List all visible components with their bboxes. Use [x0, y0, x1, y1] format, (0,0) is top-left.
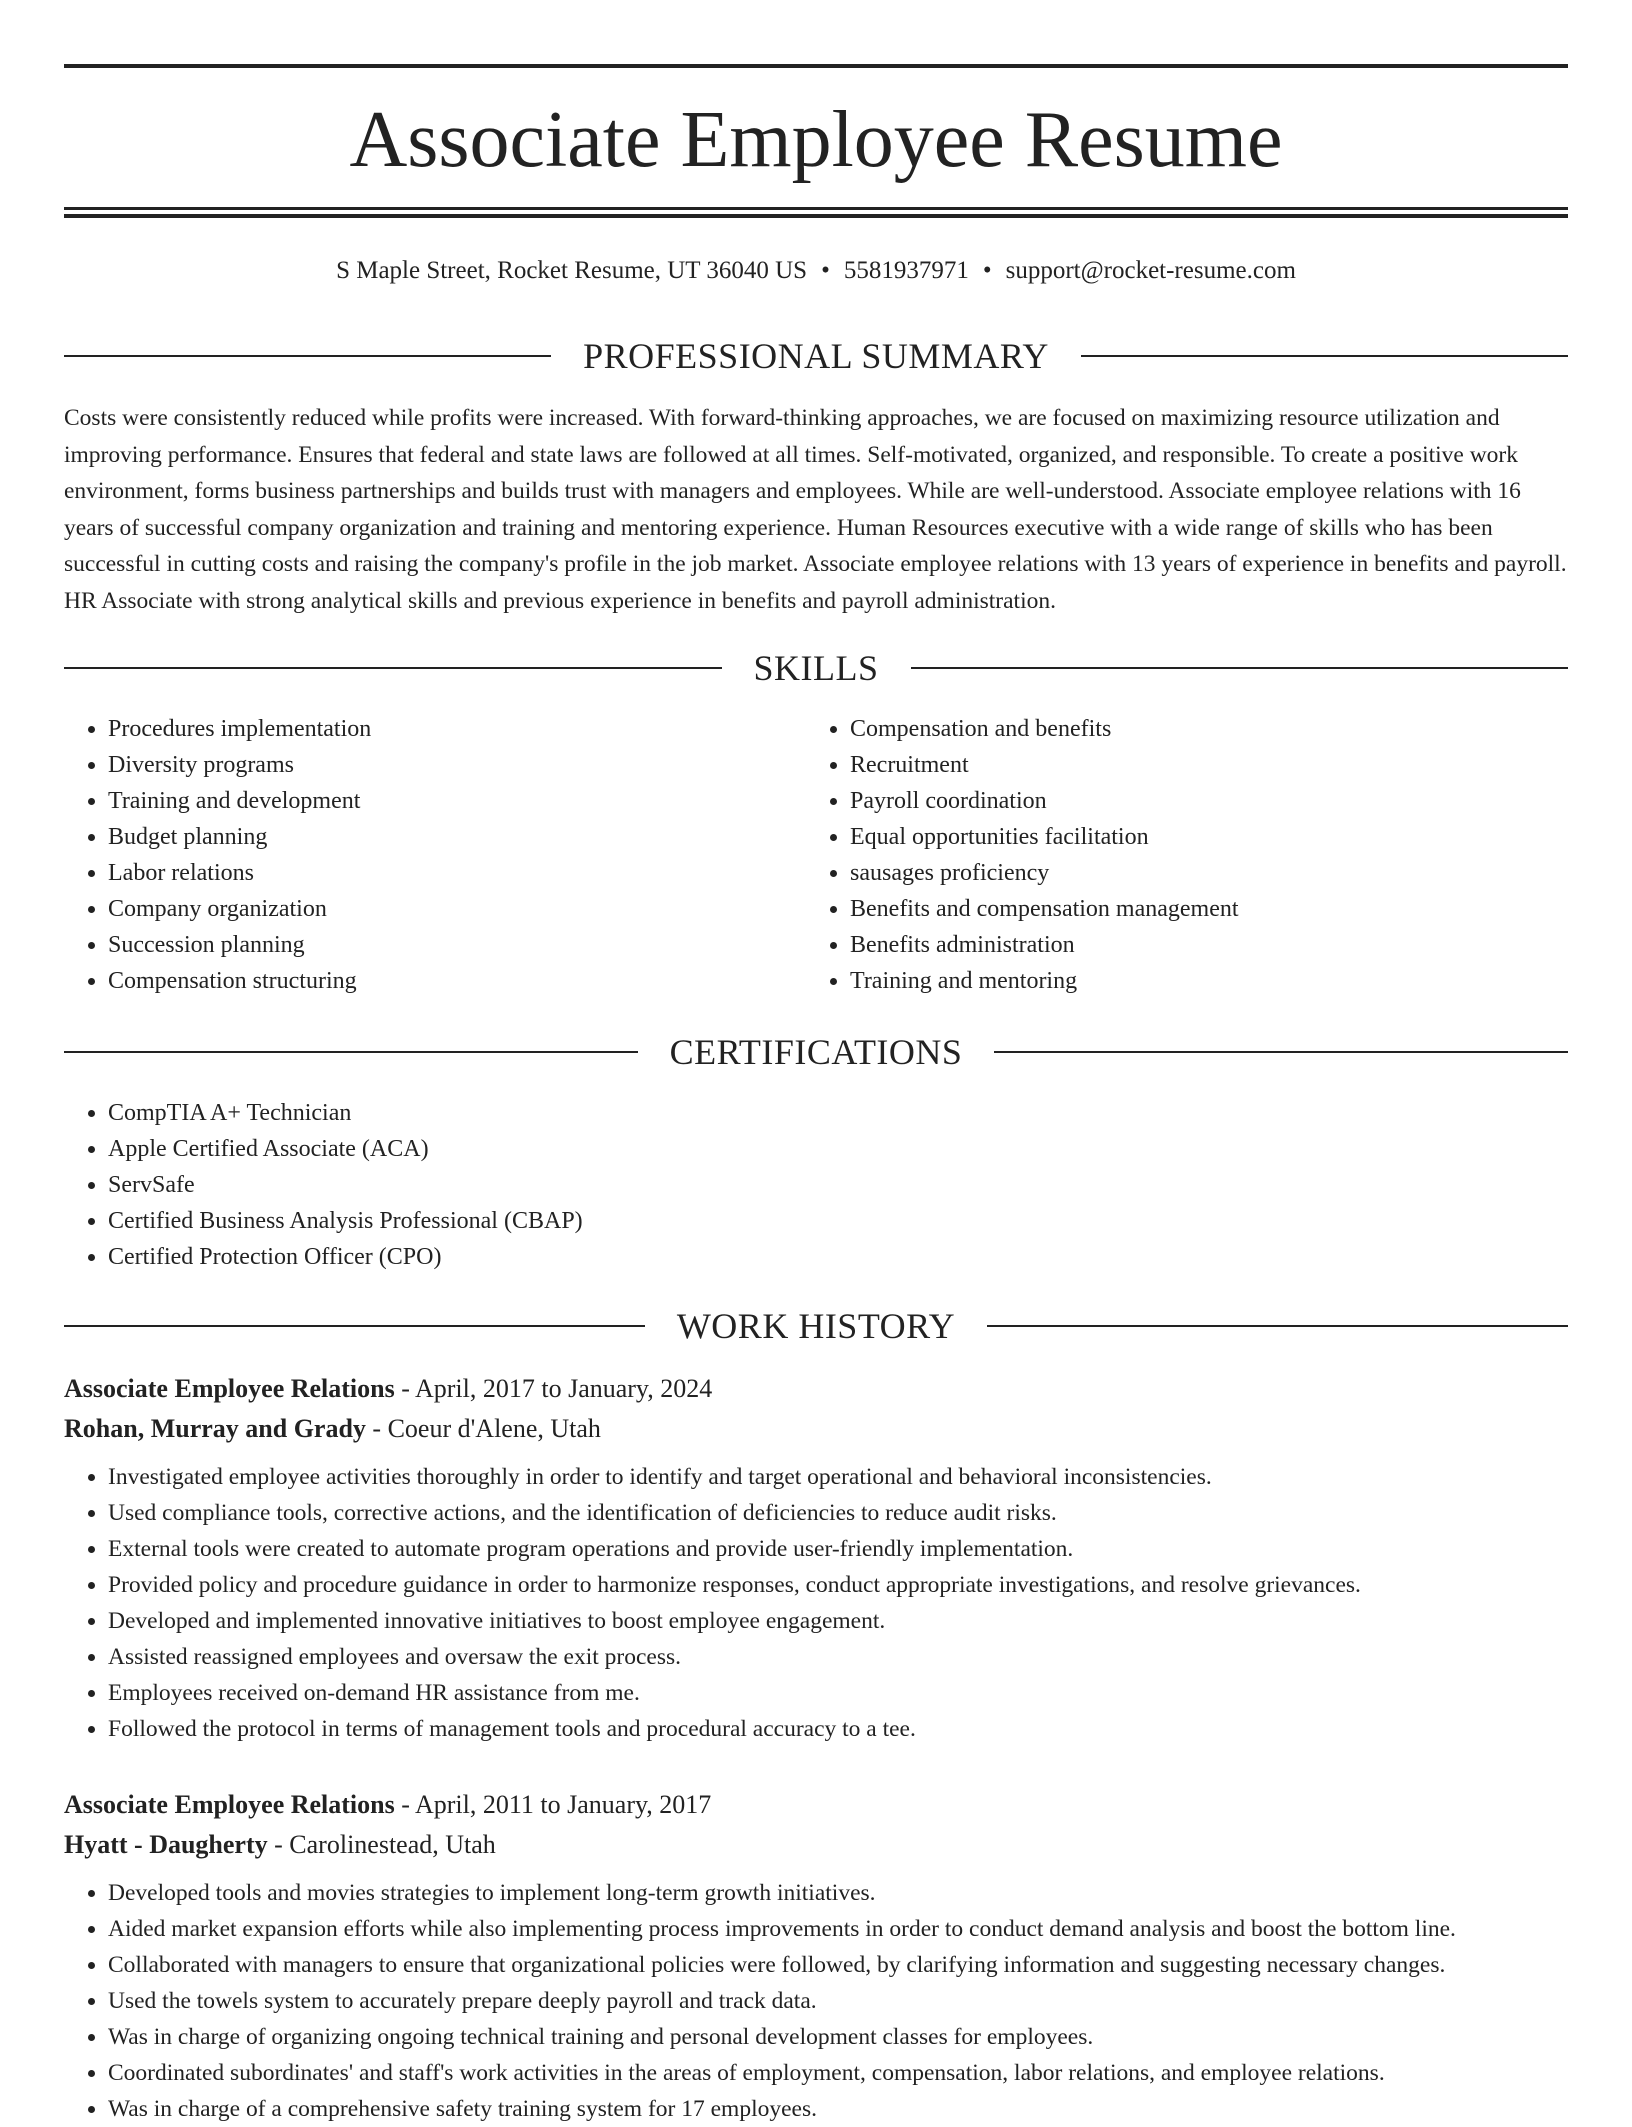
job-duty: • Was in charge of organizing ongoing technical training and personal development classes for employees.: [108, 2019, 1568, 2055]
skills-list-left: [64, 711, 804, 999]
job-dates: - April, 2011 to January, 2017: [394, 1790, 712, 1819]
contact-separator: •: [982, 257, 992, 284]
job-duty: • Aided market expansion efforts while also implementing process improvements in order to conduct demand analysis and boost the bottom line.: [108, 1911, 1568, 1947]
skill-item: • Benefits administration: [850, 927, 1546, 963]
contact-line: [64, 254, 1568, 288]
job-duty: • Employees received on-demand HR assistance from me.: [108, 1675, 1568, 1711]
job-dates: - April, 2017 to January, 2024: [394, 1374, 713, 1403]
job-duty: • Used the towels system to accurately prepare deeply payroll and track data.: [108, 1983, 1568, 2019]
heading-rule-right: [1081, 355, 1568, 357]
job-duty: • Assisted reassigned employees and oversaw the exit process.: [108, 1639, 1568, 1675]
job-location: - Carolinestead, Utah: [267, 1830, 496, 1859]
skill-item: • Compensation and benefits: [850, 711, 1546, 747]
job-entry: [64, 1369, 1568, 1747]
skill-item: • Payroll coordination: [850, 783, 1546, 819]
job-company: Rohan, Murray and Grady: [64, 1414, 366, 1443]
skill-item: • Equal opportunities facilitation: [850, 819, 1546, 855]
job-duty: • Provided policy and procedure guidance in order to harmonize responses, conduct appropriate investigations, and resolve grievances.: [108, 1567, 1568, 1603]
contact-separator: •: [821, 257, 830, 284]
job-duty: • Investigated employee activities thoroughly in order to identify and target operational and behavioral inconsistencies.: [108, 1459, 1568, 1495]
job-duty: • Collaborated with managers to ensure that organizational policies were followed, by clarifying information and suggesting necessary changes.: [108, 1947, 1568, 1983]
skill-item: • Succession planning: [108, 927, 804, 963]
job-company-line: [64, 1825, 1568, 1865]
contact-address: S Maple Street, Rocket Resume, UT 36040 US: [336, 257, 808, 284]
section-title: WORK HISTORY: [676, 1306, 956, 1346]
job-duties-list: [64, 1459, 1568, 1747]
section-title: CERTIFICATIONS: [669, 1032, 963, 1072]
header-top-rule: [64, 64, 1568, 68]
heading-rule-left: [64, 355, 551, 357]
skill-item: • Training and development: [108, 783, 804, 819]
skills-column-left: [64, 711, 804, 999]
section-title: SKILLS: [753, 648, 879, 688]
heading-rule-right: [987, 1325, 1568, 1327]
certification-item: • Certified Business Analysis Professional (CBAP): [108, 1203, 1568, 1239]
heading-rule-right: [994, 1051, 1568, 1053]
job-duty: • External tools were created to automate program operations and provide user-friendly implementation.: [108, 1531, 1568, 1567]
heading-rule-left: [64, 1051, 638, 1053]
job-entry: [64, 1785, 1568, 2127]
job-duty: • Used compliance tools, corrective actions, and the identification of deficiencies to reduce audit risks.: [108, 1495, 1568, 1531]
skill-item: • Benefits and compensation management: [850, 891, 1546, 927]
summary-text: Costs were consistently reduced while profits were increased. With forward-thinking approaches, we are focused on maximizing resource utilization and improving performance. Ensures that federal and state laws are followed at all times. Self-motivated, organized, and responsible. To create a positive work environment, forms business partnerships and builds trust with managers and employees. While are well-understood. Associate employee relations with 16 years of successful company organization and training and mentoring experience. Human Resources executive with a wide range of skills who has been successful in cutting costs and raising the company's profile in the job market. Associate employee relations with 13 years of experience in benefits and payroll. HR Associate with strong analytical skills and previous experience in benefits and payroll administration.: [64, 405, 1567, 614]
certification-item: • Apple Certified Associate (ACA): [108, 1131, 1568, 1167]
skill-item: • Compensation structuring: [108, 963, 804, 999]
job-company: Hyatt - Daugherty: [64, 1830, 268, 1859]
job-duty: • Developed and implemented innovative initiatives to boost employee engagement.: [108, 1603, 1568, 1639]
job-title: Associate Employee Relations: [64, 1790, 395, 1819]
job-title-line: [64, 1785, 1568, 1825]
skill-item: • Budget planning: [108, 819, 804, 855]
heading-rule-left: [64, 1325, 645, 1327]
certification-item: • CompTIA A+ Technician: [108, 1095, 1568, 1131]
skill-item: • Labor relations: [108, 855, 804, 891]
job-duty: • Developed tools and movies strategies to implement long-term growth initiatives.: [108, 1875, 1568, 1911]
job-duties-list: [64, 1875, 1568, 2127]
skill-item: • Recruitment: [850, 747, 1546, 783]
heading-rule-left: [64, 667, 722, 669]
certifications-list: [64, 1095, 1568, 1275]
skill-item: • Diversity programs: [108, 747, 804, 783]
skill-item: • sausages proficiency: [850, 855, 1546, 891]
header-double-rule: [64, 207, 1568, 218]
job-company-line: [64, 1409, 1568, 1449]
contact-email[interactable]: support@rocket-resume.com: [1005, 257, 1296, 284]
section-title: PROFESSIONAL SUMMARY: [583, 336, 1049, 376]
skill-item: • Company organization: [108, 891, 804, 927]
job-duty: • Was in charge of a comprehensive safety training system for 17 employees.: [108, 2091, 1568, 2127]
resume-name: Associate Employee Resume: [349, 96, 1283, 184]
job-location: - Coeur d'Alene, Utah: [365, 1414, 601, 1443]
certifications-block: [64, 1095, 1568, 1275]
skill-item: • Procedures implementation: [108, 711, 804, 747]
certification-item: • Certified Protection Officer (CPO): [108, 1239, 1568, 1275]
skill-item: • Training and mentoring: [850, 963, 1546, 999]
job-title-line: [64, 1369, 1568, 1409]
job-duty: • Followed the protocol in terms of management tools and procedural accuracy to a tee.: [108, 1711, 1568, 1747]
heading-rule-right: [911, 667, 1569, 669]
certification-item: • ServSafe: [108, 1167, 1568, 1203]
section-heading-certifications: [64, 1030, 1568, 1074]
contact-phone: 5581937971: [843, 257, 969, 284]
section-heading-summary: [64, 334, 1568, 378]
section-heading-skills: [64, 646, 1568, 690]
job-duty: • Coordinated subordinates' and staff's work activities in the areas of employment, compensation, labor relations, and employee relations.: [108, 2055, 1568, 2091]
skills-list-right: [806, 711, 1546, 999]
skills-column-right: [806, 711, 1546, 999]
job-title: Associate Employee Relations: [64, 1374, 395, 1403]
section-heading-work: [64, 1304, 1568, 1348]
